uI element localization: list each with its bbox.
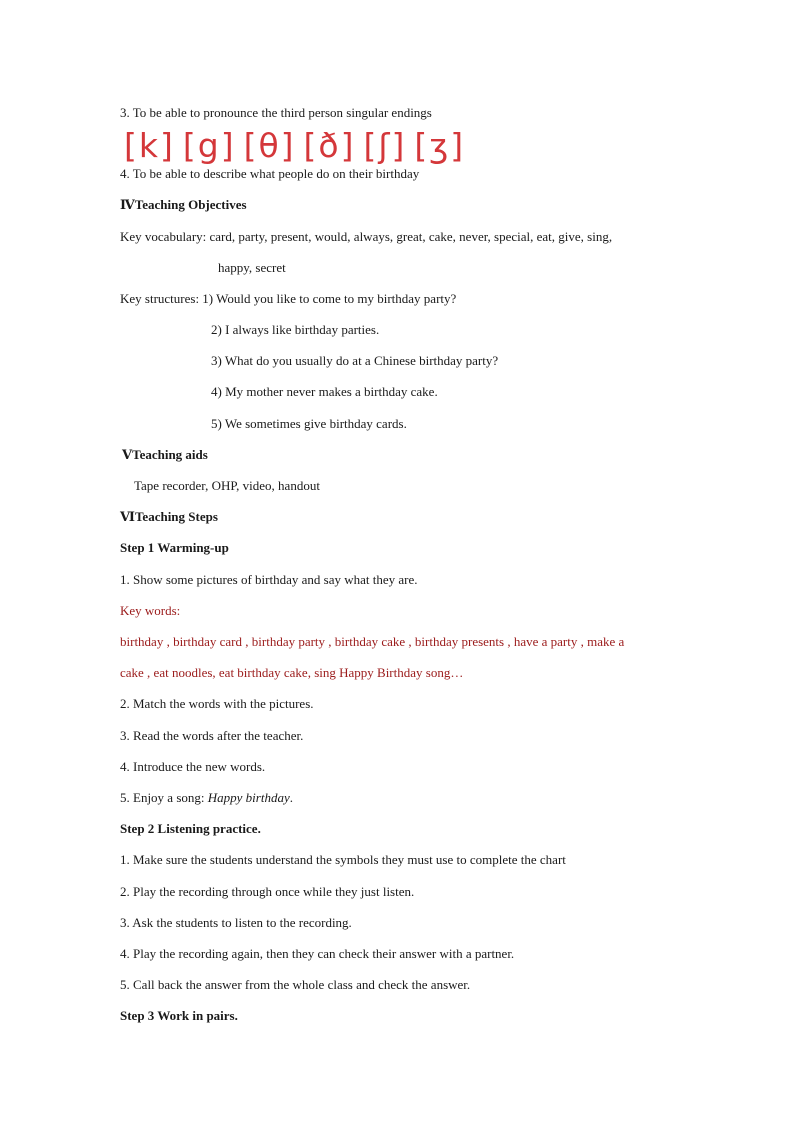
step-1-item-5-suffix: . bbox=[289, 790, 293, 805]
song-title: Happy birthday bbox=[207, 790, 290, 805]
key-structure-3: 3) What do you usually do at a Chinese birthday party? bbox=[211, 353, 499, 368]
key-structure-4: 4) My mother never makes a birthday cake. bbox=[211, 384, 438, 399]
step-2-item-2: 2. Play the recording through once while they just listen. bbox=[120, 884, 415, 899]
section-v-heading: ⅤTeaching aids bbox=[122, 447, 208, 462]
step-1-item-3: 3. Read the words after the teacher. bbox=[120, 728, 304, 743]
objective-4: 4. To be able to describe what people do on their birthday bbox=[120, 166, 420, 181]
objective-3: 3. To be able to pronounce the third person singular endings bbox=[120, 105, 432, 120]
key-words-line-2: cake , eat noodles, eat birthday cake, sing Happy Birthday song… bbox=[120, 665, 464, 680]
step-2-item-3: 3. Ask the students to listen to the recording. bbox=[120, 915, 352, 930]
section-vi-heading: ⅥTeaching Steps bbox=[120, 509, 218, 524]
key-vocabulary-line-2: happy, secret bbox=[218, 260, 286, 275]
ipa-symbol-k: [k] bbox=[124, 126, 173, 165]
key-words-line-1: birthday , birthday card , birthday party , birthday cake , birthday presents , have a party , make a bbox=[120, 634, 625, 649]
teaching-aids-content: Tape recorder, OHP, video, handout bbox=[134, 478, 320, 493]
section-iv-heading: ⅣTeaching Objectives bbox=[120, 197, 247, 212]
ipa-symbol-row bbox=[124, 126, 473, 170]
step-1-item-1: 1. Show some pictures of birthday and say what they are. bbox=[120, 572, 418, 587]
step-1-item-4: 4. Introduce the new words. bbox=[120, 759, 266, 774]
key-structure-5: 5) We sometimes give birthday cards. bbox=[211, 416, 407, 431]
ipa-symbol-g: [g] bbox=[182, 126, 234, 165]
key-words-label: Key words: bbox=[120, 603, 181, 618]
key-structures-line-1: Key structures: 1) Would you like to come to my birthday party? bbox=[120, 291, 457, 306]
step-1-heading: Step 1 Warming-up bbox=[120, 540, 229, 555]
ipa-symbol-theta: [θ] bbox=[243, 126, 294, 165]
ipa-symbol-eth: [ð] bbox=[303, 126, 354, 165]
step-1-item-5-prefix: 5. Enjoy a song: bbox=[120, 790, 208, 805]
key-vocabulary-line-1: Key vocabulary: card, party, present, would, always, great, cake, never, special, eat, give, sing, bbox=[120, 229, 613, 244]
step-1-item-2: 2. Match the words with the pictures. bbox=[120, 696, 314, 711]
step-2-item-4: 4. Play the recording again, then they can check their answer with a partner. bbox=[120, 946, 515, 961]
step-2-heading: Step 2 Listening practice. bbox=[120, 821, 261, 836]
ipa-symbol-ezh: [ʒ] bbox=[414, 126, 464, 165]
step-2-item-1: 1. Make sure the students understand the symbols they must use to complete the chart bbox=[120, 852, 566, 867]
ipa-symbol-esh: [ʃ] bbox=[363, 126, 405, 165]
key-structure-2: 2) I always like birthday parties. bbox=[211, 322, 380, 337]
step-1-item-5 bbox=[120, 790, 293, 806]
step-2-item-5: 5. Call back the answer from the whole class and check the answer. bbox=[120, 977, 471, 992]
step-3-heading: Step 3 Work in pairs. bbox=[120, 1008, 238, 1023]
